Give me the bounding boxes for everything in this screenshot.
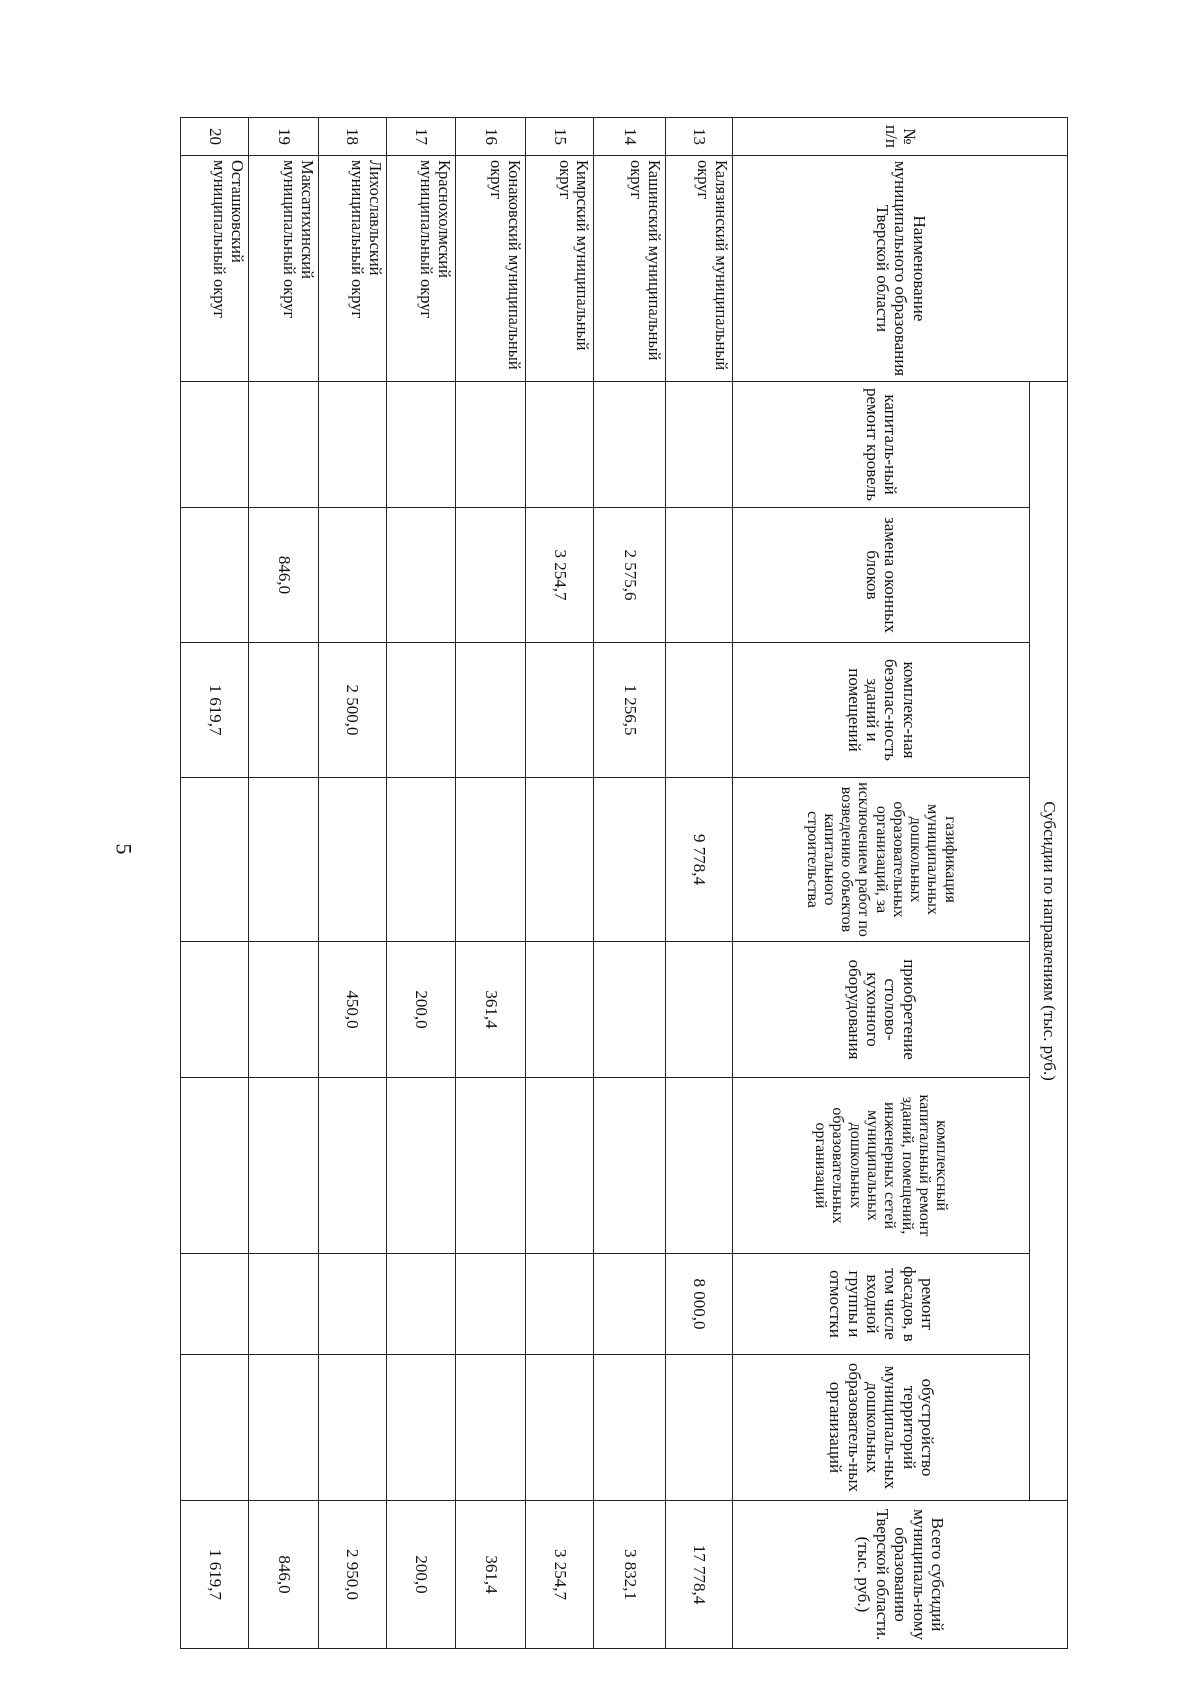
subsidy-value [594, 1254, 665, 1355]
subsidy-value [318, 508, 386, 643]
municipality-name: Конаковский муниципальный округ [455, 156, 525, 382]
table-row [181, 118, 249, 1649]
subsidy-value [181, 508, 249, 643]
subsidy-value [526, 382, 594, 508]
row-number: 14 [594, 118, 665, 156]
subsidy-value [594, 1355, 665, 1501]
subsidy-value [249, 382, 318, 508]
subsidy-value: 1 256,5 [594, 643, 665, 778]
subsidy-value [665, 1078, 732, 1254]
subsidy-value [181, 778, 249, 942]
subsidy-value [249, 1078, 318, 1254]
subsidy-value [665, 508, 732, 643]
table-row [526, 118, 594, 1649]
subsidy-value [318, 1355, 386, 1501]
row-number: 18 [318, 118, 386, 156]
header-territory-improvement: обустройство территорий муниципаль-ных дошкольных образователь-ных организаций [733, 1355, 1030, 1501]
subsidy-value [318, 382, 386, 508]
table-row [386, 118, 455, 1649]
subsidy-value [318, 1078, 386, 1254]
subsidy-value [526, 778, 594, 942]
header-gasification: газификация муниципальных дошкольных образовательных организаций, за исключением работ по возведению объектов капитального строительства [733, 778, 1030, 942]
subsidy-value [249, 1355, 318, 1501]
row-number: 20 [181, 118, 249, 156]
subsidy-table-frame [180, 117, 1068, 1641]
subsidy-value [594, 942, 665, 1078]
municipality-name: Кимрский муниципальный округ [526, 156, 594, 382]
row-number: 16 [455, 118, 525, 156]
subsidy-value [318, 778, 386, 942]
table-row [318, 118, 386, 1649]
subsidy-value [455, 1355, 525, 1501]
subsidy-value [181, 942, 249, 1078]
table-row [455, 118, 525, 1649]
subsidy-value [386, 643, 455, 778]
subsidy-value [665, 643, 732, 778]
total-value: 361,4 [455, 1501, 525, 1649]
subsidy-value [665, 942, 732, 1078]
subsidy-value [386, 778, 455, 942]
subsidy-value [455, 778, 525, 942]
total-value: 1 619,7 [181, 1501, 249, 1649]
subsidy-value: 2 575,6 [594, 508, 665, 643]
total-value: 3 832,1 [594, 1501, 665, 1649]
municipality-name: Краснохолмский муниципальный округ [386, 156, 455, 382]
table-body [181, 118, 733, 1649]
subsidy-value [181, 1078, 249, 1254]
subsidy-value [665, 1355, 732, 1501]
subsidy-value [526, 643, 594, 778]
municipality-name: Осташковский муниципальный округ [181, 156, 249, 382]
header-facade-repair: ремонт фасадов, в том числе входной группы и отмостки [733, 1254, 1030, 1355]
subsidy-value [386, 1254, 455, 1355]
subsidy-value [249, 643, 318, 778]
subsidy-value [455, 1078, 525, 1254]
subsidy-value [249, 942, 318, 1078]
subsidy-value: 200,0 [386, 942, 455, 1078]
header-municipality-name: Наименование муниципального образования Тверской области [733, 156, 1068, 382]
subsidy-value: 8 000,0 [665, 1254, 732, 1355]
subsidy-value [594, 1078, 665, 1254]
subsidy-value [386, 1355, 455, 1501]
subsidy-value [181, 1355, 249, 1501]
header-number: № п/п [733, 118, 1068, 156]
header-roof-repair: капиталь-ный ремонт кровель [733, 382, 1030, 508]
subsidy-value [455, 1254, 525, 1355]
table-row [665, 118, 732, 1649]
subsidy-value: 3 254,7 [526, 508, 594, 643]
subsidy-value [665, 382, 732, 508]
row-number: 13 [665, 118, 732, 156]
total-value: 846,0 [249, 1501, 318, 1649]
subsidy-value [455, 643, 525, 778]
subsidy-value [386, 508, 455, 643]
total-value: 3 254,7 [526, 1501, 594, 1649]
subsidy-value [249, 778, 318, 942]
row-number: 19 [249, 118, 318, 156]
subsidy-value [455, 382, 525, 508]
header-window-replacement: замена оконных блоков [733, 508, 1030, 643]
municipality-name: Лихославльский муниципальный округ [318, 156, 386, 382]
header-complex-repair: комплексный капитальный ремонт зданий, помещений, инженерных сетей муниципальных дошкольных образовательных организаций [733, 1078, 1030, 1254]
header-subsidies-group: Субсидии по направлениям (тыс. руб.) [1030, 382, 1068, 1501]
total-value: 17 778,4 [665, 1501, 732, 1649]
subsidy-value [594, 382, 665, 508]
total-value: 2 950,0 [318, 1501, 386, 1649]
subsidy-value [594, 778, 665, 942]
subsidy-value: 846,0 [249, 508, 318, 643]
municipality-name: Калязинский муниципальный округ [665, 156, 732, 382]
subsidy-value: 1 619,7 [181, 643, 249, 778]
subsidy-value [526, 1355, 594, 1501]
subsidy-value [318, 1254, 386, 1355]
subsidy-value [181, 382, 249, 508]
subsidy-value [526, 942, 594, 1078]
subsidy-value [386, 1078, 455, 1254]
subsidy-value [181, 1254, 249, 1355]
total-value: 200,0 [386, 1501, 455, 1649]
rotated-table-container [180, 117, 1068, 1641]
header-total-subsidies: Всего субсидий муниципаль-ному образованию Тверской области. (тыс. руб.) [733, 1501, 1068, 1649]
header-row-top [1030, 118, 1068, 1649]
page-number: 5 [111, 843, 137, 855]
municipality-name: Кашинский муниципальный округ [594, 156, 665, 382]
header-building-security: комплекс-ная безопас-ность зданий и помещений [733, 643, 1030, 778]
subsidy-value [526, 1078, 594, 1254]
municipality-name: Максатихинский муниципальный округ [249, 156, 318, 382]
subsidy-value [526, 1254, 594, 1355]
subsidy-value: 2 500,0 [318, 643, 386, 778]
table-row [249, 118, 318, 1649]
header-kitchen-equipment: приобретение столово-кухонного оборудования [733, 942, 1030, 1078]
table-row [594, 118, 665, 1649]
subsidy-value [455, 508, 525, 643]
subsidy-value [249, 1254, 318, 1355]
subsidy-value [386, 382, 455, 508]
row-number: 17 [386, 118, 455, 156]
subsidy-value: 361,4 [455, 942, 525, 1078]
subsidy-value: 9 778,4 [665, 778, 732, 942]
subsidy-value: 450,0 [318, 942, 386, 1078]
row-number: 15 [526, 118, 594, 156]
subsidy-table [180, 117, 1068, 1649]
